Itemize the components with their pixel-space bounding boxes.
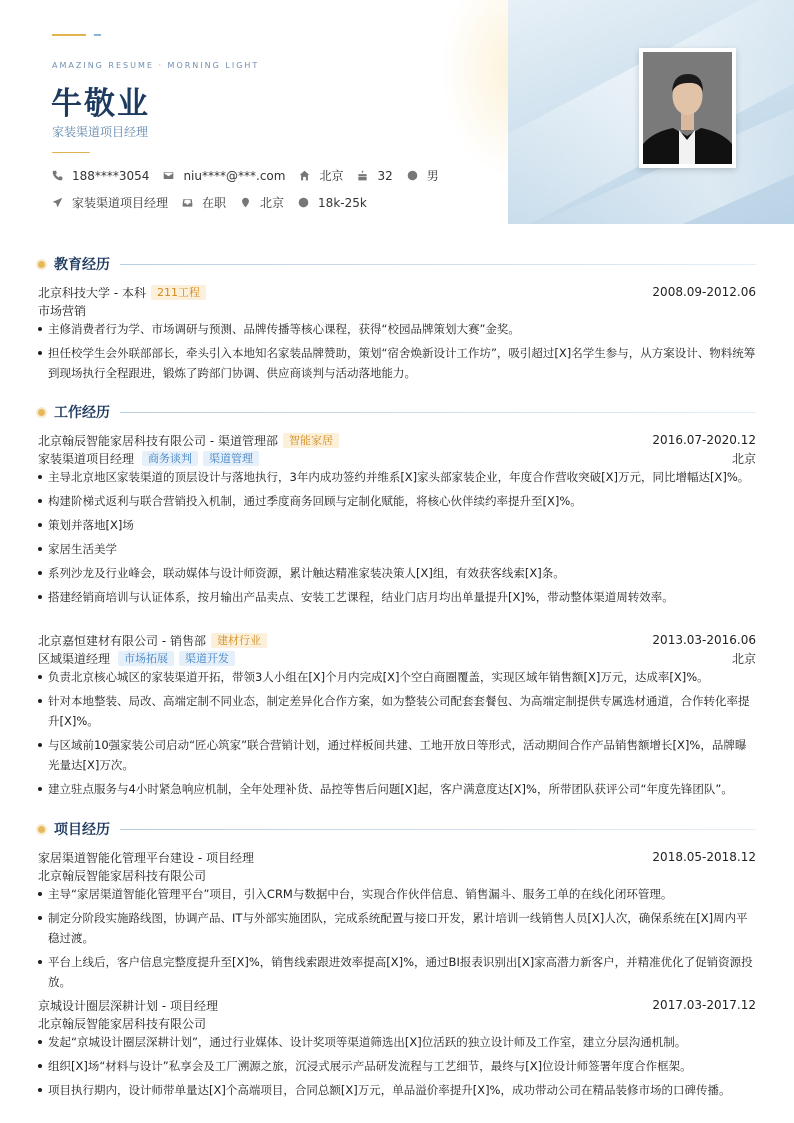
entry-dates: 2013.03-2016.06 bbox=[652, 633, 756, 647]
status-item bbox=[182, 194, 226, 211]
project-bullets bbox=[38, 1032, 756, 1100]
section-title: 教育经历 bbox=[54, 257, 110, 273]
avatar bbox=[643, 52, 732, 164]
entry-dates: 2016.07-2020.12 bbox=[652, 433, 756, 447]
work-bullets bbox=[38, 667, 756, 799]
gender: 男 bbox=[426, 169, 439, 183]
list-item: 策划并落地[X]场 bbox=[38, 515, 756, 535]
entry-header bbox=[38, 431, 756, 449]
section-bullet bbox=[38, 409, 45, 416]
contact-row bbox=[52, 167, 453, 184]
section-divider bbox=[120, 412, 756, 413]
candidate-name: 牛敬业 bbox=[51, 86, 150, 122]
skill-tag: 市场拓展 bbox=[118, 651, 174, 666]
list-item: 构建阶梯式返利与联合营销投入机制，通过季度商务回顾与定制化赋能，将核心伙伴续约率提升至[X]%。 bbox=[38, 491, 756, 511]
home-icon bbox=[299, 170, 310, 181]
list-item: 主导“家居渠道智能化管理平台”项目，引入CRM与数据中台，实现合作伙伴信息、销售漏斗、服务工单的在线化闭环管理。 bbox=[38, 884, 756, 904]
work-bullets bbox=[38, 467, 756, 607]
expected-salary: 18k-25k bbox=[318, 195, 367, 210]
education-entry bbox=[38, 283, 756, 387]
title-underline bbox=[52, 152, 90, 153]
age-item bbox=[357, 169, 392, 183]
list-item: 担任校学生会外联部部长，牵头引入本地知名家装品牌赞助，策划“宿舍焕新设计工作坊”，吸引超过[X]名学生参与，从方案设计、物料统筹到现场执行全程跟进，锻炼了跨部门协调、供应商谈判与活动落地能力。 bbox=[38, 343, 756, 383]
city-item bbox=[299, 167, 343, 184]
list-item: 针对本地整装、局改、高端定制不同业态，制定差异化合作方案，如为整装公司配套套餐包、为高端定制提供专属选材通道，合作转化率提升[X]%。 bbox=[38, 691, 756, 731]
project-bullets bbox=[38, 884, 756, 992]
list-item: 主导北京地区家装渠道的顶层设计与落地执行，3年内成功签约并维系[X]家头部家装企业，年度合作营收突破[X]万元，同比增幅达[X]%。 bbox=[38, 467, 756, 487]
role-line bbox=[38, 449, 756, 467]
accent-line-gold bbox=[52, 34, 86, 36]
list-item: 负责北京核心城区的家装渠道开拓，带领3人小组在[X]个月内完成[X]个空白商圈覆盖，实现区域年销售额[X]万元，达成率[X]%。 bbox=[38, 667, 756, 687]
list-item: 建立驻点服务与4小时紧急响应机制，全年处理补货、品控等售后问题[X]起，客户满意度达[X]%，所带团队获评公司“年度先锋团队”。 bbox=[38, 779, 756, 799]
age: 32 bbox=[377, 168, 393, 183]
section-header-work bbox=[38, 402, 756, 422]
list-item: 系列沙龙及行业峰会，联动媒体与设计师资源，累计触达精准家装决策人[X]组，有效获客线索[X]条。 bbox=[38, 563, 756, 583]
entry-dates: 2017.03-2017.12 bbox=[652, 998, 756, 1012]
section-title: 项目经历 bbox=[54, 822, 110, 838]
skill-tag: 商务谈判 bbox=[142, 451, 198, 466]
job-location: 北京 bbox=[731, 451, 756, 466]
entry-header bbox=[38, 283, 756, 301]
role-line bbox=[38, 649, 756, 667]
phone-item bbox=[52, 169, 149, 183]
list-item: 搭建经销商培训与认证体系，按月输出产品卖点、安装工艺课程，结业门店月均出单量提升[X]%，带动整体渠道周转效率。 bbox=[38, 587, 756, 607]
email-icon bbox=[163, 170, 174, 181]
cake-icon bbox=[357, 170, 368, 181]
list-item: 平台上线后，客户信息完整度提升至[X]%，销售线索跟进效率提高[X]%，通过BI报表识别出[X]家高潜力新客户，并精准优化了促销资源投放。 bbox=[38, 952, 756, 992]
accent-line-blue bbox=[94, 34, 101, 36]
work-entry bbox=[38, 631, 756, 803]
send-icon bbox=[52, 197, 63, 208]
employment-status: 在职 bbox=[202, 196, 227, 210]
target-position-item bbox=[52, 194, 168, 211]
gender-item bbox=[407, 167, 439, 184]
school-tag: 211工程 bbox=[151, 285, 206, 300]
list-item: 主修消费者行为学、市场调研与预测、品牌传播等核心课程，获得“校园品牌策划大赛”金奖。 bbox=[38, 319, 756, 339]
list-item: 家居生活美学 bbox=[38, 539, 756, 559]
target-city-item bbox=[240, 194, 284, 211]
company-department: 北京翰辰智能家居科技有限公司 - 渠道管理部 bbox=[38, 433, 278, 448]
inbox-icon bbox=[182, 197, 193, 208]
project-name: 家居渠道智能化管理平台建设 - 项目经理 bbox=[38, 850, 254, 865]
section-bullet bbox=[38, 261, 45, 268]
list-item: 与区域前10强家装公司启动“匠心筑家”联合营销计划，通过样板间共建、工地开放日等形式，活动期间合作产品销售额增长[X]%，品牌曝光量达[X]万次。 bbox=[38, 735, 756, 775]
skill-tag: 渠道管理 bbox=[203, 451, 259, 466]
job-intent-row bbox=[52, 194, 381, 211]
skill-tag: 渠道开发 bbox=[179, 651, 235, 666]
project-entry bbox=[38, 848, 756, 996]
list-item: 制定分阶段实施路线图，协调产品、IT与外部实施团队，完成系统配置与接口开发，累计培训一线销售人员[X]人次，确保系统在[X]周内平稳过渡。 bbox=[38, 908, 756, 948]
entry-header bbox=[38, 996, 756, 1014]
email-item bbox=[163, 169, 285, 183]
job-role: 区域渠道经理 bbox=[38, 651, 111, 666]
list-item: 项目执行期内，设计师带单量达[X]个高端项目，合同总额[X]万元，单品溢价率提升[X]%，成功带动公司在精品装修市场的口碑传播。 bbox=[38, 1080, 756, 1100]
job-location: 北京 bbox=[731, 651, 756, 666]
entry-header bbox=[38, 848, 756, 866]
target-position: 家装渠道项目经理 bbox=[72, 196, 169, 210]
industry-tag: 建材行业 bbox=[211, 633, 267, 648]
project-company: 北京翰辰智能家居科技有限公司 bbox=[38, 1016, 207, 1031]
job-role: 家装渠道项目经理 bbox=[38, 451, 135, 466]
entry-dates: 2008.09-2012.06 bbox=[652, 285, 756, 299]
project-entry bbox=[38, 996, 756, 1104]
face-icon bbox=[407, 170, 418, 181]
section-divider bbox=[120, 264, 756, 265]
profile-photo bbox=[639, 48, 736, 168]
money-icon bbox=[298, 197, 309, 208]
location-pin-icon bbox=[240, 197, 251, 208]
section-header-projects bbox=[38, 819, 756, 839]
work-entry bbox=[38, 431, 756, 611]
salary-item bbox=[298, 196, 367, 210]
portrait-illustration bbox=[643, 52, 732, 164]
list-item: 组织[X]场“材料与设计”私享会及工厂溯源之旅，沉浸式展示产品研发流程与工艺细节，最终与[X]位设计师签署年度合作框架。 bbox=[38, 1056, 756, 1076]
industry-tag: 智能家居 bbox=[283, 433, 339, 448]
city: 北京 bbox=[319, 169, 344, 183]
school-degree: 北京科技大学 - 本科 bbox=[38, 285, 146, 300]
section-header-education bbox=[38, 254, 756, 274]
education-bullets bbox=[38, 319, 756, 383]
section-title: 工作经历 bbox=[54, 405, 110, 421]
resume-tagline: AMAZING RESUME · MORNING LIGHT bbox=[52, 61, 260, 70]
company-department: 北京嘉恒建材有限公司 - 销售部 bbox=[38, 633, 206, 648]
project-company: 北京翰辰智能家居科技有限公司 bbox=[38, 868, 207, 883]
target-city: 北京 bbox=[260, 196, 285, 210]
entry-dates: 2018.05-2018.12 bbox=[652, 850, 756, 864]
list-item: 发起“京城设计圈层深耕计划”，通过行业媒体、设计奖项等渠道筛选出[X]位活跃的独立设计师及工作室，建立分层沟通机制。 bbox=[38, 1032, 756, 1052]
project-name: 京城设计圈层深耕计划 - 项目经理 bbox=[38, 998, 218, 1013]
candidate-title: 家装渠道项目经理 bbox=[52, 125, 149, 139]
section-divider bbox=[120, 829, 756, 830]
entry-header bbox=[38, 631, 756, 649]
section-bullet bbox=[38, 826, 45, 833]
phone-icon bbox=[52, 170, 63, 181]
email-address: niu****@***.com bbox=[183, 168, 286, 183]
phone-number: 188****3054 bbox=[72, 168, 150, 183]
major: 市场营销 bbox=[38, 303, 87, 318]
